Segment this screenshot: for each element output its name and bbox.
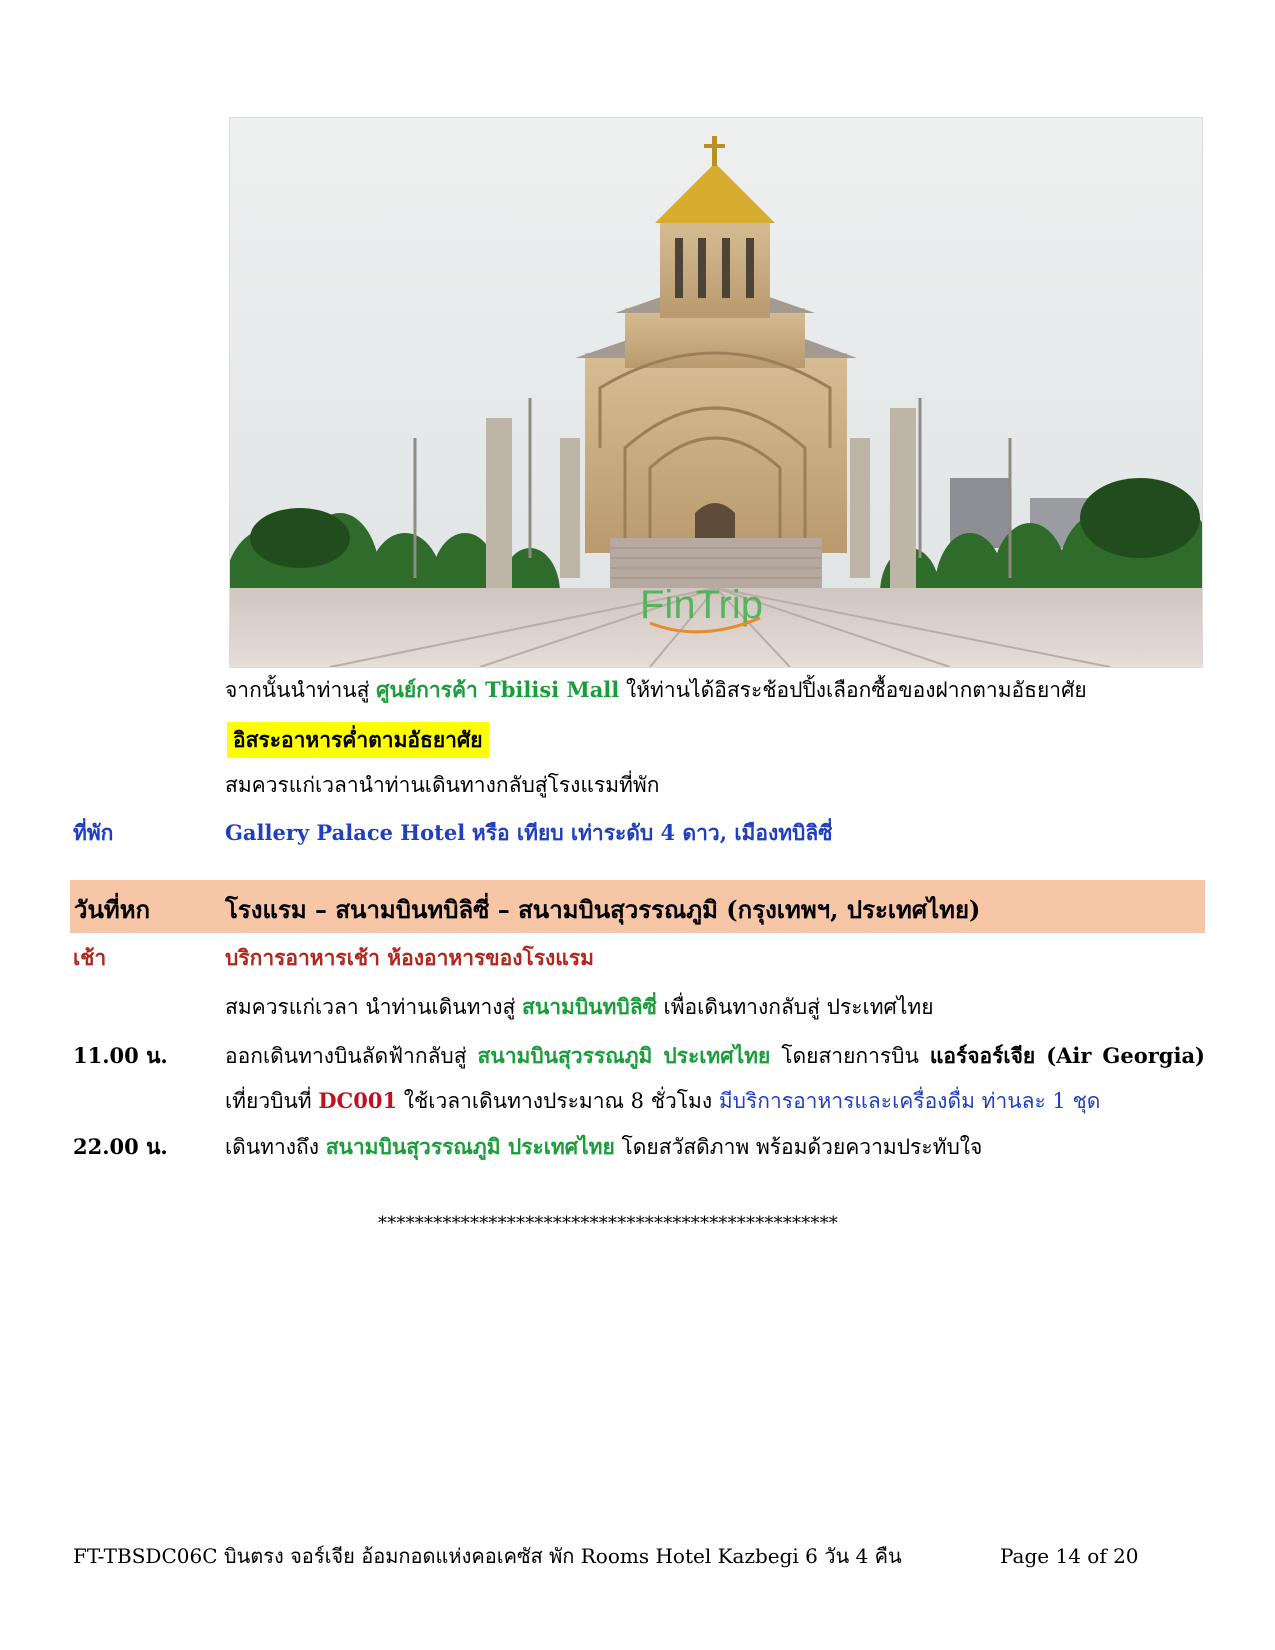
day6-header bbox=[70, 880, 1205, 933]
arrival-time: 22.00 น. bbox=[73, 1134, 168, 1159]
flight-w2: สนามบินสุวรรณภูมิ bbox=[477, 1043, 653, 1068]
breakfast-text: บริการอาหารเช้า ห้องอาหารของโรงแรม bbox=[225, 945, 594, 970]
stay-label: ที่พัก bbox=[73, 820, 114, 845]
dinner-free-highlight: อิสระอาหารค่ำตามอัธยาศัย bbox=[227, 722, 489, 758]
flight-w1: ออกเดินทางบินลัดฟ้ากลับสู่ bbox=[225, 1044, 467, 1068]
cathedral-photo bbox=[229, 117, 1203, 668]
flight-w4: โดยสายการบิน bbox=[781, 1044, 919, 1068]
flight-number: DC001 bbox=[318, 1088, 398, 1113]
flight-w6: (Air bbox=[1046, 1043, 1092, 1068]
stay-line bbox=[225, 818, 833, 848]
mall-place: ศูนย์การค้า Tbilisi Mall bbox=[376, 677, 620, 702]
flight-line-2 bbox=[225, 1086, 1100, 1116]
flight-w5: แอร์จอร์เจีย bbox=[929, 1043, 1036, 1068]
arrival-pre: เดินทางถึง bbox=[225, 1135, 320, 1159]
breakfast-label: เช้า bbox=[73, 945, 107, 970]
stay-hotel: Gallery Palace Hotel bbox=[225, 820, 466, 845]
to-airport-post: เพื่อเดินทางกลับสู่ ประเทศไทย bbox=[663, 995, 934, 1019]
to-airport-place: สนามบินทบิลิซี่ bbox=[522, 994, 657, 1019]
stay-rest: หรือ เทียบ เท่าระดับ 4 ดาว, เมืองทบิลิซี่ bbox=[471, 820, 833, 845]
mall-line bbox=[225, 675, 1087, 705]
arrival-place: สนามบินสุวรรณภูมิ ประเทศไทย bbox=[325, 1134, 615, 1159]
return-hotel-line: สมควรแก่เวลานำท่านเดินทางกลับสู่โรงแรมที่พัก bbox=[225, 773, 660, 797]
day6-label: วันที่หก bbox=[74, 895, 151, 924]
flight-w3: ประเทศไทย bbox=[663, 1043, 771, 1068]
separator: ************************************************** bbox=[378, 1213, 838, 1234]
to-airport-pre: สมควรแก่เวลา นำท่านเดินทางสู่ bbox=[225, 995, 516, 1019]
to-airport-line bbox=[225, 992, 934, 1022]
flight-duration: ใช้เวลาเดินทางประมาณ 8 ชั่วโมง bbox=[403, 1089, 713, 1113]
flight-pre: เที่ยวบินที่ bbox=[225, 1089, 312, 1113]
flight-w7: Georgia) bbox=[1102, 1043, 1205, 1068]
flight-time: 11.00 น. bbox=[73, 1043, 168, 1068]
day6-title: โรงแรม – สนามบินทบิลิซี่ – สนามบินสุวรรณภูมิ (กรุงเทพฯ, ประเทศไทย) bbox=[225, 895, 981, 924]
mall-post: ให้ท่านได้อิสระช้อปปิ้งเลือกซื้อของฝากตามอัธยาศัย bbox=[625, 678, 1087, 702]
mall-pre: จากนั้นนำท่านสู่ bbox=[225, 678, 370, 702]
arrival-line bbox=[225, 1132, 982, 1162]
footer-page: Page 14 of 20 bbox=[1000, 1544, 1139, 1568]
footer-code: FT-TBSDC06C บินตรง จอร์เจีย อ้อมกอดแห่งคอเคซัส พัก Rooms Hotel Kazbegi 6 วัน 4 คืน bbox=[73, 1544, 902, 1568]
arrival-post: โดยสวัสดิภาพ พร้อมด้วยความประทับใจ bbox=[621, 1135, 983, 1159]
flight-line-1 bbox=[225, 1041, 1205, 1071]
flight-meal: มีบริการอาหารและเครื่องดื่ม ท่านละ 1 ชุด bbox=[718, 1089, 1101, 1113]
fintrip-watermark: FinTrip bbox=[640, 583, 763, 627]
